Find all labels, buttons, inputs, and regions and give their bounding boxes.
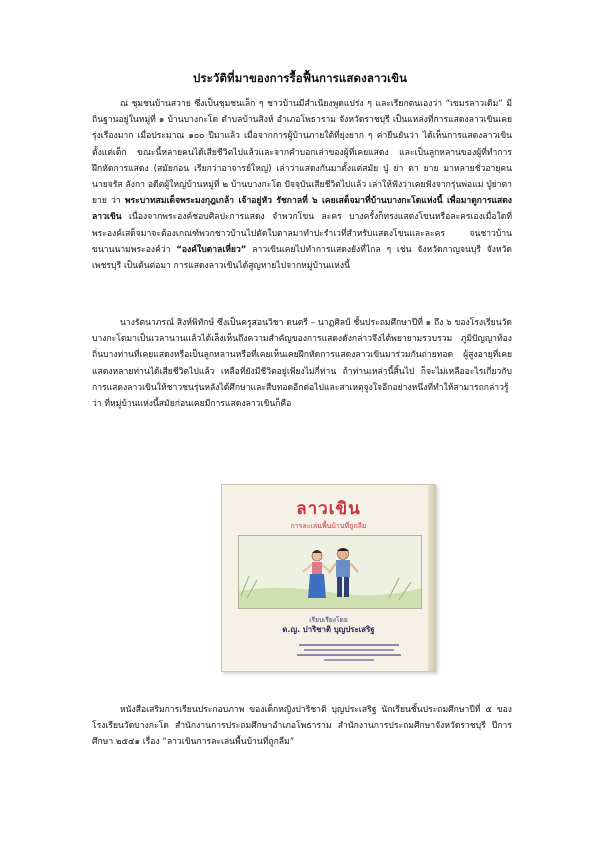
booklet-cover-image bbox=[221, 484, 436, 672]
paragraph-history-text-2: เนื่องจากพระองค์ชอบศิลปะการแสดง จำพวกโขน ละคร บางครั้งก็ทรงแสดงโขนหรือละครเองเมื่อใดที่พระองค์เสด็จมาจะต้องเกณฑ์พวกชาวบ้านไปตัดใบตาลมาทำปะรำเวที่สำหรับแสดงโขนและละคร จนชาวบ้านขนานนามพระองค์ว่า bbox=[92, 212, 512, 255]
paragraph-history-bold-1: พระบาทสมเด็จพระมงกุฎเกล้า เจ้าอยู่หัว รัชกาลที่ ๖ เคยเสด็จมาที่บ้านบางกะโดแห่งนี้ เพื่อมาดูการแสดงลาวเขิน bbox=[92, 196, 513, 223]
paragraph-teacher: นางรัตนาภรณ์ สิงห์พิทักษ์ ซึ่งเป็นครูสอนวิชา ดนตรี – นาฏศิลป์ ชั้นประถมศึกษาปีที่ ๑ ถึง ๖ ของโรงเรียนวัดบางกะโดมาเป็นเวลานานแล้วได้เล็งเห็นถึงความสำคัญของการแสดงดังกล่าวจึงได้พยายามรวบรวม ภูมิปัญญาท้องถิ่นบางท่านที่เคยแสดงหรือเป็นลูกหลานหรือที่เคยเห็นเคยฝึกหัดการแสดงลาวเขินมาร่วมกันถ่ายทอด ผู้สูงอายุที่เคยแสดงหลายท่านได้เสียชีวิตไปแล้ว เหลือที่ยังมีชีวิตอยู่เพียงไม่กี่ท่าน ถ้าท่านเหล่านี้สิ้นไป ก็จะไม่เหลืออะไรเกี่ยวกับการแสดงลาวเขินให้ชาวชนรุ่นหลังได้ศึกษาและสืบทอดอีกต่อไปและสาเหตุจูงใจอีกอย่างหนึ่งที่ทำให้สามารถกล่าวรู้ว่า ที่หมู่บ้านแห่งนี้สมัยก่อนเคยมีการแสดงลาวเขินก็คือ bbox=[92, 318, 512, 410]
cover-credit bbox=[222, 616, 435, 634]
dancers-illustration bbox=[239, 536, 421, 608]
paragraph-history-text-1: ณ ชุมชนบ้านสวาย ซึ่งเป็นชุมชนเล็ก ๆ ชาวบ้านมีสำเนียงพูดแปร่ง ๆ และเรียกตนเองว่า “เขมรลาวเดิม” มีถิ่นฐานอยู่ในหมู่ที่ ๑ บ้านบางกะโด ตำบลบ้านสิงห์ อำเภอโพธาราม จังหวัดราชบุรี เป็นแหล่งที่การแสดงลาวเขินเคยรุ่งเรืองมาก เมื่อประมาณ ๑๐๐ ปีมาแล้ว เมื่อจากการผู้บ้านภายใต้ที่ยุ่งยาก ๆ ค่ายืนยันว่า ได้เห็นการแสดงลาวเขินตั้งแต่เด็ก ขณะนี้หลายคนได้เสียชีวิตไปแล้วและจากคำบอกเล่าของผู้ที่เคยแสดง และเป็นลูกหลานของผู้ที่ทำการฝึกหัดการแสดง (สมัยก่อน เรียกว่าอาจารย์ใหญ่) เล่าว่าแสดงกันมาตั้งแต่สมัย ปู่ ย่า ตา ยาย มาหลายชั่วอายุคน นายจรัส ลังกา อดีตผู้ใหญ่บ้านหมู่ที่ ๒ บ้านบางกะโด ปัจจุบันเสียชีวิตไปแล้ว เล่าให้ฟังว่าเคยฟังจากรุ่นพ่อแม่ ปู่ย่าตายาย ว่า bbox=[92, 99, 512, 207]
paragraph-history-bold-2: “องค์ใบตาลเหี่ยว” bbox=[176, 244, 247, 255]
cover-author: ด.ญ. ปาริชาติ บุญประเสริฐ bbox=[282, 625, 375, 634]
cover-subtitle: การละเล่นพื้นบ้านที่ถูกลืม bbox=[290, 522, 367, 530]
paragraph-history-text-3: ลาวเขินเคยไปทำการแสดงยังที่ไกล ๆ เช่น จังหวัดกาญจนบุรี จังหวัดเพชรบุรี เป็นต้นต่อมา การแสดงลาวเขินได้สูญหายไปจากหมู่บ้านแห่งนี้ bbox=[92, 244, 513, 272]
cover-title: ลาวเขิน bbox=[296, 499, 361, 519]
paragraph-history bbox=[92, 96, 512, 274]
cover-by-label: เรียบเรียงโดย bbox=[309, 616, 348, 624]
cover-small-print-lines bbox=[294, 643, 404, 663]
cover-small-print bbox=[294, 643, 404, 666]
cover-illustration bbox=[238, 535, 422, 609]
document-title: ประวัติที่มาของการรื้อฟื้นการแสดงลาวเขิน bbox=[192, 71, 408, 85]
paragraph-booklet-caption: หนังสือเสริมการเรียนประกอบภาพ ของเด็กหญิงปาริชาติ บุญประเสริฐ นักเรียนชั้นประถมศึกษาปีที่ ๕ ของโรงเรียนวัดบางกะโด สำนักงานการประถมศึกษาอำเภอโพธาราม สำนักงานการประถมศึกษาจังหวัดราชบุรี ปีการศึกษา ๒๕๔๑ เรื่อง “ลาวเขินการละเล่นพื้นบ้านที่ถูกลืม” bbox=[92, 705, 512, 748]
